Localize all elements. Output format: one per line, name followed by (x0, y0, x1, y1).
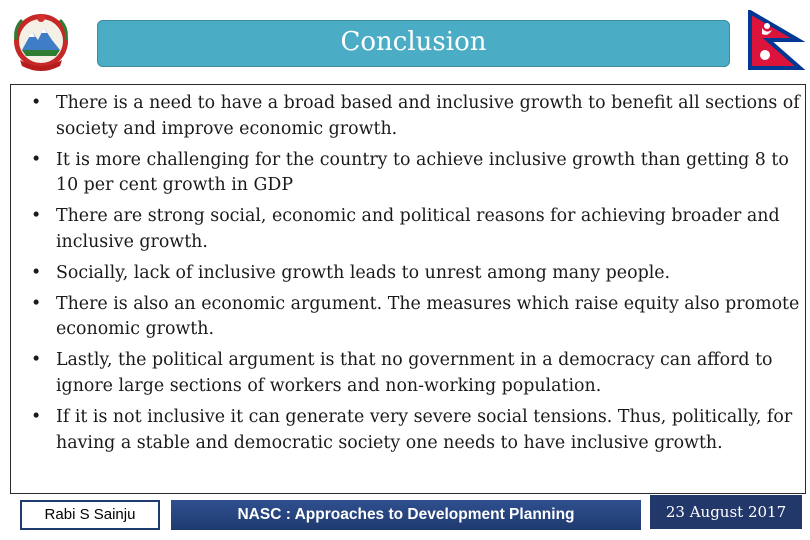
list-item: • If it is not inclusive it can generate very severe social tensions. Thus, politically, for having a stable and democratic society one needs to have inclusive growth. (31, 406, 793, 453)
footer-author: Rabi S Sainju (20, 500, 160, 530)
list-item: • Socially, lack of inclusive growth leads to unrest among many people. (27, 261, 805, 287)
list-item: • Lastly, the political argument is that no government in a democracy can afford to ignore large sections of workers and non-working population. (31, 350, 773, 396)
list-item: • There are strong social, economic and political reasons for achieving broader and inclusive growth. (31, 206, 780, 252)
content-box (10, 84, 806, 494)
bullet-icon: • (31, 206, 42, 227)
bullet-list (27, 91, 805, 461)
footer (20, 500, 802, 530)
nepal-flag-icon (748, 10, 806, 72)
bullet-icon: • (31, 350, 42, 371)
footer-course: NASC : Approaches to Development Planning (171, 500, 641, 530)
bullet-icon: • (31, 93, 42, 113)
footer-date: 23 August 2017 (650, 495, 802, 529)
bullet-icon: • (31, 406, 42, 427)
nepal-emblem-icon (8, 10, 74, 76)
list-item: • There is also an economic argument. The measures which raise equity also promote economic growth. (31, 293, 800, 340)
bullet-icon: • (31, 149, 42, 170)
page-title: Conclusion (340, 27, 487, 57)
bullet-icon: • (31, 262, 42, 283)
bullet-icon: • (31, 293, 42, 314)
title-bar (97, 20, 730, 67)
list-item: • It is more challenging for the country to achieve inclusive growth than getting 8 to 10 per cent growth in GDP (31, 149, 789, 196)
list-item: • There is a need to have a broad based and inclusive growth to benefit all sections of society and improve economic growth. (31, 93, 800, 139)
